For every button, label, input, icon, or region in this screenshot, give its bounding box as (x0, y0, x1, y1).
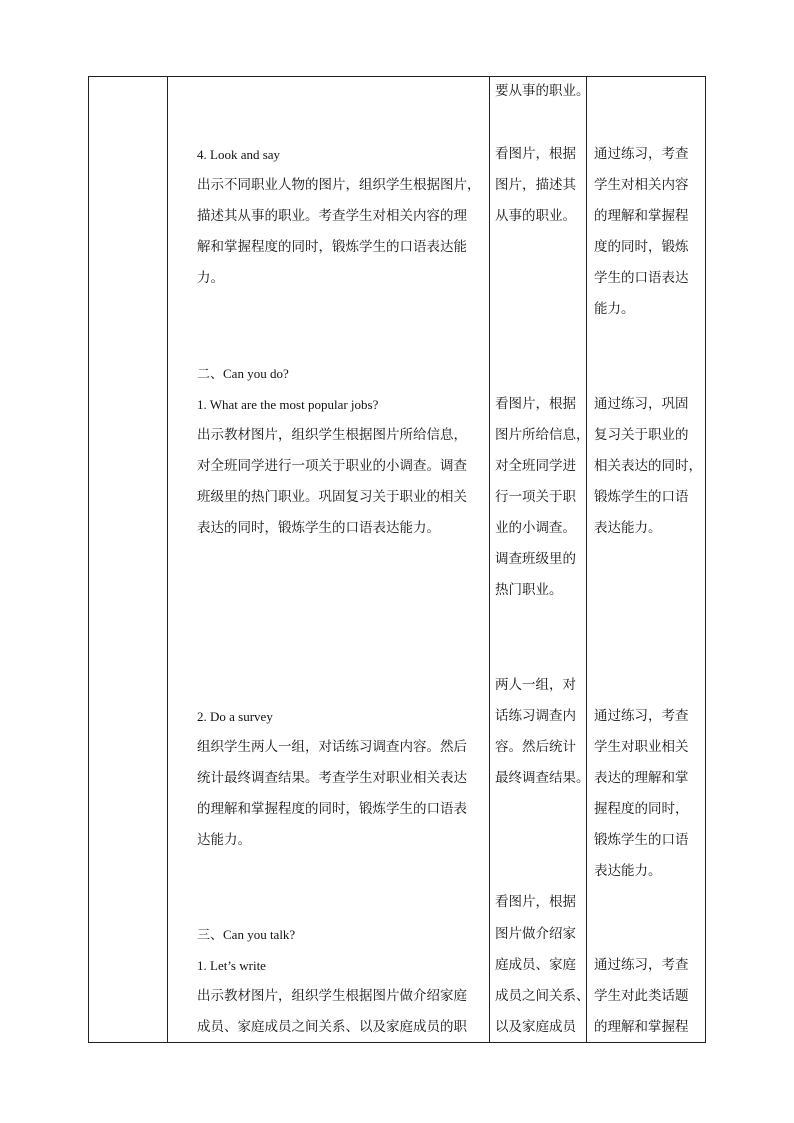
student-activity-line: 要从事的职业。 (495, 83, 590, 99)
student-activity-line: 最终调查结果。 (495, 770, 590, 786)
design-intent-line: 能力。 (594, 301, 635, 317)
section2-item1-line: 出示教材图片，组织学生根据图片所给信息， (197, 427, 467, 443)
item4-line: 出示不同职业人物的图片，组织学生根据图片， (197, 177, 481, 193)
column-divider (489, 77, 490, 1042)
student-activity-line: 热门职业。 (495, 582, 563, 598)
design-intent-line: 通过练习，考查 (594, 957, 689, 973)
student-activity-line: 行一项关于职 (495, 489, 576, 505)
column-divider (586, 77, 587, 1042)
design-intent-line: 通过练习，巩固 (594, 396, 689, 412)
student-activity-line: 庭成员、家庭 (495, 957, 576, 973)
design-intent-line: 通过练习，考查 (594, 708, 689, 724)
design-intent-line: 学生对职业相关 (594, 739, 689, 755)
section2-item2-line: 组织学生两人一组，对话练习调查内容。然后 (197, 739, 467, 755)
student-activity-line: 图片，描述其 (495, 177, 576, 193)
student-activity-line: 调查班级里的 (495, 551, 576, 567)
student-activity-line: 看图片，根据 (495, 396, 576, 412)
design-intent-line: 的理解和掌握程 (594, 208, 689, 224)
design-intent-line: 表达的理解和掌 (594, 770, 689, 786)
design-intent-line: 锻炼学生的口语 (594, 832, 689, 848)
section2-item1-line: 表达的同时，锻炼学生的口语表达能力。 (197, 520, 440, 536)
section3-item1-line: 出示教材图片，组织学生根据图片做介绍家庭 (197, 988, 467, 1004)
design-intent-line: 握程度的同时， (594, 801, 689, 817)
item4-line: 解和掌握程度的同时，锻炼学生的口语表达能 (197, 239, 467, 255)
item4-heading: 4. Look and say (197, 147, 281, 162)
student-activity-line: 看图片，根据 (495, 146, 576, 162)
design-intent-line: 锻炼学生的口语 (594, 489, 689, 505)
section3-heading: 三、Can you talk? (197, 927, 296, 942)
item4-line: 描述其从事的职业。考查学生对相关内容的理 (197, 208, 467, 224)
section2-item1-line: 对全班同学进行一项关于职业的小调查。调查 (197, 458, 467, 474)
item4-line: 力。 (197, 270, 224, 286)
column-divider (167, 77, 168, 1042)
design-intent-line: 的理解和掌握程 (594, 1019, 689, 1035)
section3-item1-line: 成员、家庭成员之间关系、以及家庭成员的职 (197, 1019, 467, 1035)
design-intent-line: 表达能力。 (594, 520, 662, 536)
student-activity-line: 成员之间关系、 (495, 988, 590, 1004)
section2-item2-heading: 2. Do a survey (197, 709, 273, 724)
student-activity-line: 图片所给信息， (495, 427, 590, 443)
section2-item2-line: 统计最终调查结果。考查学生对职业相关表达 (197, 770, 467, 786)
student-activity-line: 话练习调查内 (495, 708, 576, 724)
section2-item2-line: 的理解和掌握程度的同时，锻炼学生的口语表 (197, 801, 467, 817)
student-activity-line: 图片做介绍家 (495, 926, 576, 942)
section2-item1-line: 班级里的热门职业。巩固复习关于职业的相关 (197, 489, 467, 505)
section2-heading: 二、Can you do? (197, 366, 289, 381)
student-activity-line: 从事的职业。 (495, 208, 576, 224)
design-intent-line: 通过练习，考查 (594, 146, 689, 162)
student-activity-line: 两人一组，对 (495, 677, 576, 693)
student-activity-line: 容。然后统计 (495, 739, 576, 755)
design-intent-line: 复习关于职业的 (594, 427, 689, 443)
design-intent-line: 学生的口语表达 (594, 270, 689, 286)
student-activity-line: 以及家庭成员 (495, 1019, 576, 1035)
section3-item1-heading: 1. Let’s write (197, 958, 266, 973)
design-intent-line: 度的同时，锻炼 (594, 239, 689, 255)
student-activity-line: 对全班同学进 (495, 458, 576, 474)
section2-item2-line: 达能力。 (197, 832, 251, 848)
design-intent-line: 学生对相关内容 (594, 177, 689, 193)
section2-item1-heading: 1. What are the most popular jobs? (197, 397, 379, 412)
student-activity-line: 看图片，根据 (495, 894, 576, 910)
design-intent-line: 相关表达的同时， (594, 458, 702, 474)
student-activity-line: 业的小调查。 (495, 520, 576, 536)
design-intent-line: 表达能力。 (594, 863, 662, 879)
design-intent-line: 学生对此类话题 (594, 988, 689, 1004)
